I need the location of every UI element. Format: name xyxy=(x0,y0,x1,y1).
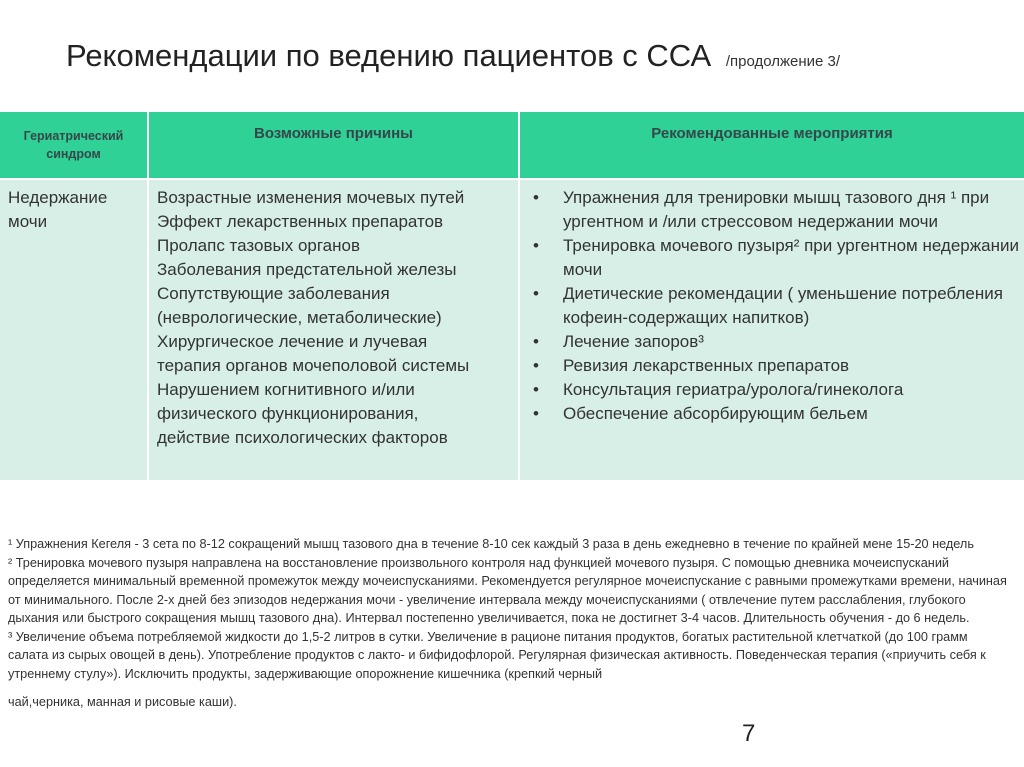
column-divider xyxy=(518,112,520,480)
footnote-2: ² Тренировка мочевого пузыря направлена на восстановление произвольного контроля над функцией мочевого пузыря. С помощью дневника мочеиспусканий определяется минимальный временной промежуток между мочеиспусканиями. Рекомендуется регулярное мочеиспускание с равными промежутками времени, начиная от минимального. После 2-х дней без эпизодов недержания мочи - увеличение интервала между мочеиспусканиями ( отвлечение путем расслабления, глубокого дыхания или быстрого сокращения мышц тазового дна). Интервал постепенно увеличивается, пока не достигнет 3-4 часов. Длительность обучения - до 6 недель. xyxy=(8,555,1007,625)
footnote-3-end: чай,черника, манная и рисовые каши). xyxy=(8,695,237,709)
page-number: 7 xyxy=(742,720,756,747)
cause-line: Хирургическое лечение и лучевая xyxy=(157,332,428,351)
measure-item xyxy=(533,282,1019,330)
recommendations-table xyxy=(0,112,1024,480)
cause-line: (неврологические, метаболические) xyxy=(157,308,442,327)
measure-item xyxy=(533,330,1019,354)
measure-text: Тренировка мочевого пузыря² при ургентном недержании мочи xyxy=(563,236,1019,279)
footnote-3: ³ Увеличение объема потребляемой жидкости до 1,5-2 литров в сутки. Увеличение в рационе питания продуктов, богатых растительной клетчаткой (до 100 грамм салата из сырых овощей в день). Употребление продуктов с лакто- и бифидофлорой. Регулярная физическая активность. Поведенческая терапия («приучить себя к утреннему стулу»). Исключить продукты, задерживающие опорожнение кишечника (крепкий черный xyxy=(8,629,986,681)
header-recommended-measures: Рекомендованные мероприятия xyxy=(520,112,1024,178)
measure-text: Консультация гериатра/уролога/гинеколога xyxy=(563,380,904,399)
measures-list xyxy=(533,186,1019,426)
column-divider xyxy=(147,112,149,480)
measure-text: Лечение запоров³ xyxy=(563,332,704,351)
measure-text: Ревизия лекарственных препаратов xyxy=(563,356,850,375)
header-possible-causes: Возможные причины xyxy=(149,112,518,178)
header-geriatric-syndrome: Гериатрический синдром xyxy=(0,112,147,178)
measure-item xyxy=(533,234,1019,282)
bullet-icon: • xyxy=(533,236,539,255)
cause-line: Сопутствующие заболевания xyxy=(157,284,390,303)
bullet-icon: • xyxy=(533,380,539,399)
cause-line: Нарушением когнитивного и/или xyxy=(157,380,415,399)
cause-line: действие психологических факторов xyxy=(157,428,448,447)
cause-line: физического функционирования, xyxy=(157,404,419,423)
cause-line: Возрастные изменения мочевых путей xyxy=(157,188,465,207)
footnote-1: ¹ Упражнения Кегеля - 3 сета по 8-12 сокращений мышц тазового дна в течение 8-10 сек каждый 3 раза в день ежедневно в течение по крайней мене 15-20 недель xyxy=(8,537,974,551)
measure-item xyxy=(533,354,1019,378)
causes-cell xyxy=(157,186,512,450)
bullet-icon: • xyxy=(533,332,539,351)
slide-title-main: Рекомендации по ведению пациентов с ССА xyxy=(66,38,712,73)
row-divider xyxy=(0,178,1024,180)
cause-line: Заболевания предстательной железы xyxy=(157,260,457,279)
bullet-icon: • xyxy=(533,356,539,375)
measure-item xyxy=(533,378,1019,402)
bullet-icon: • xyxy=(533,404,539,423)
bullet-icon: • xyxy=(533,284,539,303)
measure-text: Упражнения для тренировки мышц тазового дня ¹ при ургентном и /или стрессовом недержании мочи xyxy=(563,188,990,231)
slide-title xyxy=(66,38,840,74)
syndrome-cell: Недержание мочи xyxy=(8,188,108,231)
cause-line: терапия органов мочеполовой системы xyxy=(157,356,470,375)
measure-text: Диетические рекомендации ( уменьшение потребления кофеин-содержащих напитков) xyxy=(563,284,1003,327)
slide-title-sub: /продолжение 3/ xyxy=(725,53,841,70)
bullet-icon: • xyxy=(533,188,539,207)
footnotes xyxy=(8,535,1008,712)
cause-line: Эффект лекарственных препаратов xyxy=(157,212,444,231)
cause-line: Пролапс тазовых органов xyxy=(157,236,361,255)
measure-text: Обеспечение абсорбирующим бельем xyxy=(563,404,868,423)
measure-item xyxy=(533,186,1019,234)
measure-item xyxy=(533,402,1019,426)
